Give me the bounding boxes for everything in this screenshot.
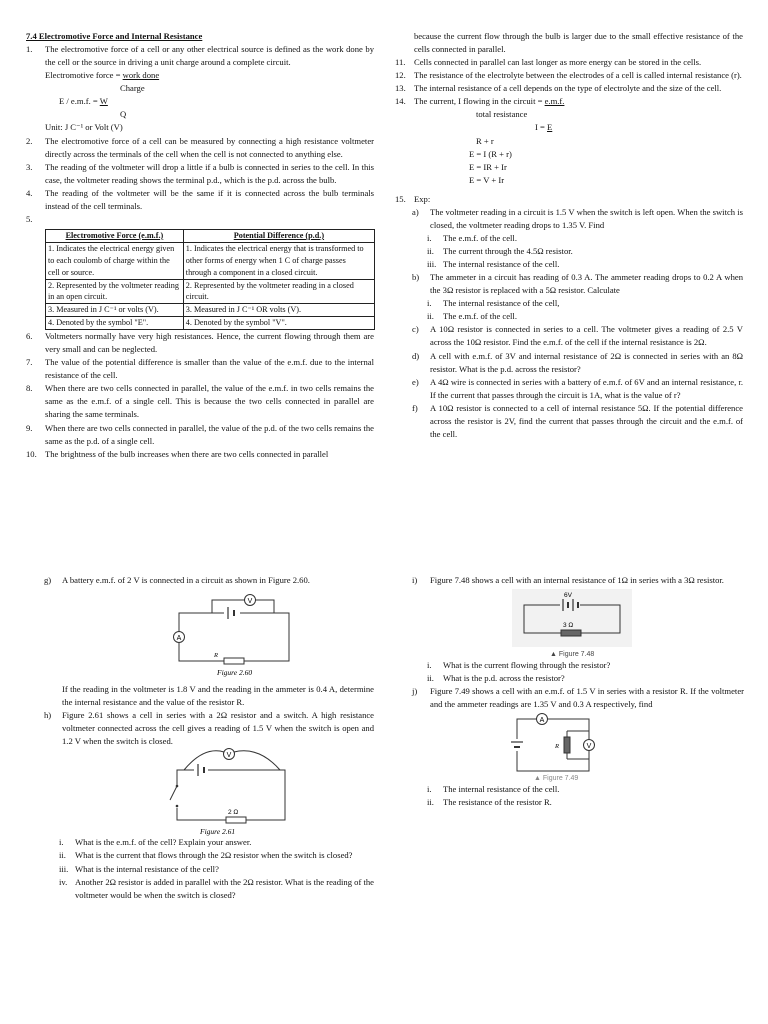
resistor-3ohm	[561, 630, 581, 636]
list-item: 13. The internal resistance of a cell depends on the type of electrolyte and the size of the cell.	[395, 83, 722, 94]
equation: E = I (R + r)	[469, 148, 512, 159]
resistor-r	[564, 737, 570, 753]
list-item	[26, 43, 374, 134]
svg-text:V: V	[586, 743, 592, 751]
sub-question: i. The internal resistance of the cell.	[427, 784, 560, 795]
svg-text:3 Ω: 3 Ω	[563, 622, 574, 630]
comparison-table	[45, 229, 375, 330]
figure-caption: Figure 2.60	[217, 668, 253, 678]
example-e: e) A 4Ω wire is connected in series with a battery of e.m.f. of 6V and an internal resistance, r. If the current that passes through the circuit is 1A, what is the value of r?	[412, 376, 743, 400]
sub-question: i. What is the current flowing through the resistor?	[427, 660, 611, 671]
example-a: a) The voltmeter reading in a circuit is 1.5 V when the switch is left open. When the switch is closed, the voltmeter reading drops to 1.35 V. Find i. The e.m.f. of the cell. ii. The current through the 4.5Ω resistor. iii. The internal resistance of the cell.	[412, 206, 743, 270]
example-j: j) Figure 7.49 shows a cell with an e.m.f. of 1.5 V in series with a resistor R. If the voltmeter and the ammeter readings are 1.35 V and 0.3 A respectively, find	[412, 686, 744, 710]
example-g-question: If the reading in the voltmeter is 1.8 V and the reading in the ammeter is 0.4 A, determine the internal resistance and the value of the resistor R.	[62, 684, 374, 708]
figure-7-48	[412, 587, 742, 659]
svg-text:2 Ω: 2 Ω	[228, 809, 239, 817]
left-column	[26, 30, 374, 461]
example-d: d) A cell with e.m.f. of 3V and internal resistance of 2Ω is connected in series with an 8Ω resistor. What is the p.d. across the resistor?	[412, 350, 743, 374]
list-item: 11. Cells connected in parallel can last longer as more energy can be stored in the cells.	[395, 57, 702, 68]
sub-question: ii. What is the p.d. across the resistor?	[427, 673, 565, 684]
list-item: 3. The reading of the voltmeter will drop a little if a bulb is connected in series to the cell. In this case, the voltmeter reading shows the terminal p.d., which is the p.d. across the bulb.	[26, 161, 374, 185]
list-item-continued: because the current flow through the bulb is larger due to the small effective resistance of the cells connected in parallel.	[414, 31, 743, 55]
table-row: 3. Measured in J C⁻¹ or volts (V). 3. Measured in J C⁻¹ OR volts (V).	[46, 304, 375, 317]
svg-text:R: R	[214, 652, 218, 660]
table-header: Potential Difference (p.d.)	[183, 229, 374, 242]
figure-2-61	[44, 748, 374, 836]
example-i: i) Figure 7.48 shows a cell with an internal resistance of 1Ω in series with a 3Ω resistor.	[412, 575, 724, 585]
voltmeter-wire	[212, 600, 274, 613]
item-text: The electromotive force of a cell or any other electrical source is defined as the work done by the cell or the source in driving a unit charge around a complete circuit.	[45, 44, 374, 68]
svg-text:R: R	[555, 743, 559, 751]
list-item: 5.	[26, 213, 33, 224]
resistor-r	[224, 658, 244, 664]
figure-caption: ▲ Figure 7.48	[550, 651, 595, 659]
svg-text:V: V	[247, 598, 253, 606]
list-item: 14. The current, I flowing in the circuit = e.m.f. total resistance I = E R + r E = I (R + r) E = IR + Ir E = V + Ir	[395, 95, 743, 186]
list-item: 10. The brightness of the bulb increases when there are two cells connected in parallel	[26, 448, 329, 459]
list-item: 4. The reading of the voltmeter will be the same if it is connected across the bulb terminals instead of the cell terminals.	[26, 187, 374, 211]
page2-right-column	[412, 574, 744, 809]
figure-caption: ▲ Figure 7.49	[534, 775, 579, 783]
example-g: g) A battery e.m.f. of 2 V is connected in a circuit as shown in Figure 2.60.	[44, 575, 310, 585]
svg-text:A: A	[539, 717, 545, 725]
table-row: 1. Indicates the electrical energy given to each coulomb of charge within the cell or source. 1. Indicates the electrical energy that is transformed to other forms of energy when 1 C of charge passes through a component in a closed circuit.	[46, 242, 375, 279]
list-item: 7. The value of the potential difference is smaller than the value of the e.m.f. due to the internal resistance of the cell.	[26, 357, 374, 381]
example-f: f) A 10Ω resistor is connected to a cell of internal resistance 5Ω. If the potential difference across the resistor is 2V, find the current that passes through the circuit and the e.m.f. of the cell.	[412, 402, 743, 439]
figure-7-49	[412, 711, 742, 783]
list-item: 2. The electromotive force of a cell can be measured by connecting a high resistance voltmeter directly across the terminals of the cell when the cell is not connected to anything else.	[26, 135, 374, 159]
emf-definition: Electromotive force = work done Charge E / e.m.f. = W Q Unit: J C⁻¹ or Volt (V)	[45, 70, 160, 133]
right-column	[395, 30, 743, 441]
section-title: 7.4 Electromotive Force and Internal Resistance	[26, 31, 203, 41]
table-header: Electromotive Force (e.m.f.)	[46, 229, 184, 242]
circuit-wire	[517, 719, 589, 771]
circuit-wire	[176, 613, 289, 661]
svg-text:A: A	[176, 635, 182, 643]
sub-question: i. What is the e.m.f. of the cell? Explain your answer.	[59, 837, 252, 848]
example-h: h) Figure 2.61 shows a cell in series with a 2Ω resistor and a switch. A high resistance voltmeter connected across the cell gives a reading of 1.5 V when the switch is open and 1.2 V when the switch is closed.	[44, 710, 374, 747]
resistor-2ohm	[226, 817, 246, 823]
figure-caption: Figure 2.61	[200, 827, 236, 837]
example-c: c) A 10Ω resistor is connected in series to a cell. The voltmeter gives a reading of 2.5 V across the 10Ω resistor. Find the e.m.f. of the cell if the internal resistance is 2Ω.	[412, 324, 743, 348]
item-number: 1.	[26, 44, 33, 55]
list-item: 9. When there are two cells connected in parallel, the value of the p.d. of the two cells remains the same as the p.d. of a single cell.	[26, 422, 374, 446]
equation: E = IR + Ir	[469, 161, 507, 172]
list-item: 6. Voltmeters normally have very high resistances. Hence, the current flowing through them are very small and can be neglected.	[26, 331, 374, 355]
sub-question: ii. The resistance of the resistor R.	[427, 797, 552, 808]
list-item: 12. The resistance of the electrolyte between the electrodes of a cell is called internal resistance (r).	[395, 70, 742, 81]
list-item: 15. Exp:	[395, 193, 431, 204]
sub-question: iii. What is the internal resistance of the cell?	[59, 863, 219, 874]
page2-left-column	[44, 574, 374, 902]
equation: E = V + Ir	[469, 174, 505, 185]
table-row: 4. Denoted by the symbol "E". 4. Denoted by the symbol "V".	[46, 317, 375, 330]
example-b: b) The ammeter in a circuit has reading of 0.3 A. The ammeter reading drops to 0.2 A when the 3Ω resistor is replaced with a 5Ω resistor. Calculate i. The internal resistance of the cell, ii. The e.m.f. of the cell.	[412, 272, 743, 322]
table-row: 2. Represented by the voltmeter reading in an open circuit. 2. Represented by the voltmeter reading in a closed circuit.	[46, 279, 375, 304]
sub-question: iv. Another 2Ω resistor is added in parallel with the 2Ω resistor. What is the reading of the voltmeter would be when the switch is closed?	[59, 876, 374, 900]
figure-2-60	[44, 587, 374, 683]
sub-question: ii. What is the current that flows through the 2Ω resistor when the switch is closed?	[59, 850, 353, 861]
list-item: 8. When there are two cells connected in parallel, the value of the e.m.f. in two cells remains the same as the e.m.f. of a single cell. This is because the two cells connected in parallel are sharing the same terminals.	[26, 383, 374, 420]
svg-text:6V: 6V	[564, 592, 572, 600]
svg-text:V: V	[226, 752, 232, 760]
